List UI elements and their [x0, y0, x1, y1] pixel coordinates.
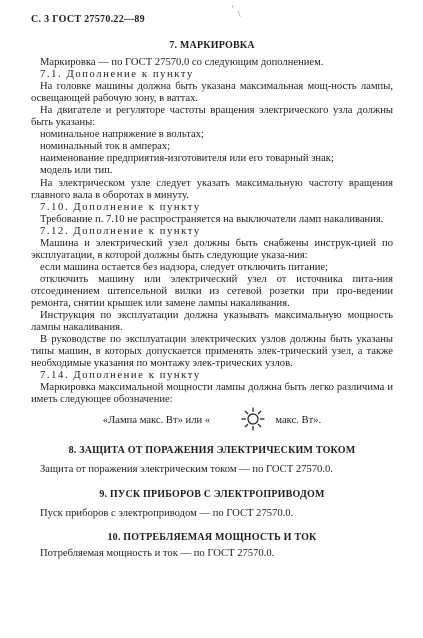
paragraph: На головке машины должна быть указана максимальная мощ-ность лампы, освещающей рабочую зону, в ваттах.	[31, 81, 393, 105]
list-item: наименование предприятия-изготовителя или его товарный знак;	[40, 153, 334, 165]
lamp-marking-row	[31, 409, 393, 433]
clause-heading-7-10: 7.10. Дополнение к пункту	[40, 201, 201, 213]
lamp-symbol-icon	[220, 395, 265, 447]
paragraph: На электрическом узле следует указать максимальную частоту вращения главного вала в оборотах в минуту.	[31, 177, 393, 201]
paragraph: отключить машину или электрический узел от источника пита-ния отсоединением штепсельной вилки из сетевой розетки при про-ведении ремонта, снятии крышек или замене лампы накаливания.	[31, 273, 393, 309]
section-7-title: 7. МАРКИРОВКА	[169, 40, 255, 51]
paragraph: Инструкция по эксплуатации должна указывать максимальную мощность лампы накаливания.	[31, 310, 393, 334]
list-item: номинальный ток в амперах;	[40, 141, 171, 153]
marking-list	[31, 129, 393, 177]
clause-heading-7-12: 7.12. Дополнение к пункту	[40, 225, 201, 237]
scan-mark: \	[238, 9, 241, 19]
section-9-title: 9. ПУСК ПРИБОРОВ С ЭЛЕКТРОПРИВОДОМ	[99, 488, 325, 500]
paragraph: Маркировка — по ГОСТ 27570.0 со следующим дополнением.	[40, 57, 324, 69]
paragraph: Требование п. 7.10 не распространяется на выключатели ламп накаливания.	[40, 213, 384, 225]
list-item: номинальное напряжение в вольтах;	[40, 129, 204, 141]
scan-mark: '	[232, 4, 234, 14]
paragraph: В руководстве по эксплуатации электрических узлов должны быть указаны типы машин, в которых допускается применять элек-трический узел, а также необходимые указания по монтажу элек-трических узлов.	[31, 334, 393, 370]
clause-heading-7-1: 7.1. Дополнение к пункту	[40, 69, 194, 81]
marking-text-left: «Лампа макс. Вт» или «	[102, 415, 211, 427]
clause-heading-7-14: 7.14. Дополнение к пункту	[40, 370, 201, 382]
section-10-title: 10. ПОТРЕБЛЯЕМАЯ МОЩНОСТЬ И ТОК	[107, 531, 317, 543]
paragraph: На двигателе и регуляторе частоты вращения электрического узла должны быть указаны:	[31, 105, 393, 129]
list-item: модель или тип.	[40, 165, 113, 177]
paragraph: Защита от поражения электрическим током — по ГОСТ 27570.0.	[40, 464, 333, 476]
paragraph: Машина и электрический узел должны быть снабжены инструк-цией по эксплуатации, в которой должны быть следующие указа-ния:	[31, 237, 393, 261]
section-8-title: 8. ЗАЩИТА ОТ ПОРАЖЕНИЯ ЭЛЕКТРИЧЕСКИМ ТОКОМ	[68, 445, 356, 457]
page-body	[31, 40, 393, 560]
paragraph: Потребляемая мощность и ток — по ГОСТ 27570.0.	[40, 547, 275, 559]
paragraph: если машина остается без надзора, следует отключить питание;	[40, 261, 329, 273]
paragraph: Маркировка максимальной мощности лампы должна быть легко различима и иметь следующее обозначение:	[31, 382, 393, 406]
paragraph: Пуск приборов с электроприводом — по ГОСТ 27570.0.	[40, 507, 294, 519]
marking-text-right: макс. Вт».	[275, 415, 322, 427]
page-header: С. 3 ГОСТ 27570.22—89	[31, 14, 145, 25]
